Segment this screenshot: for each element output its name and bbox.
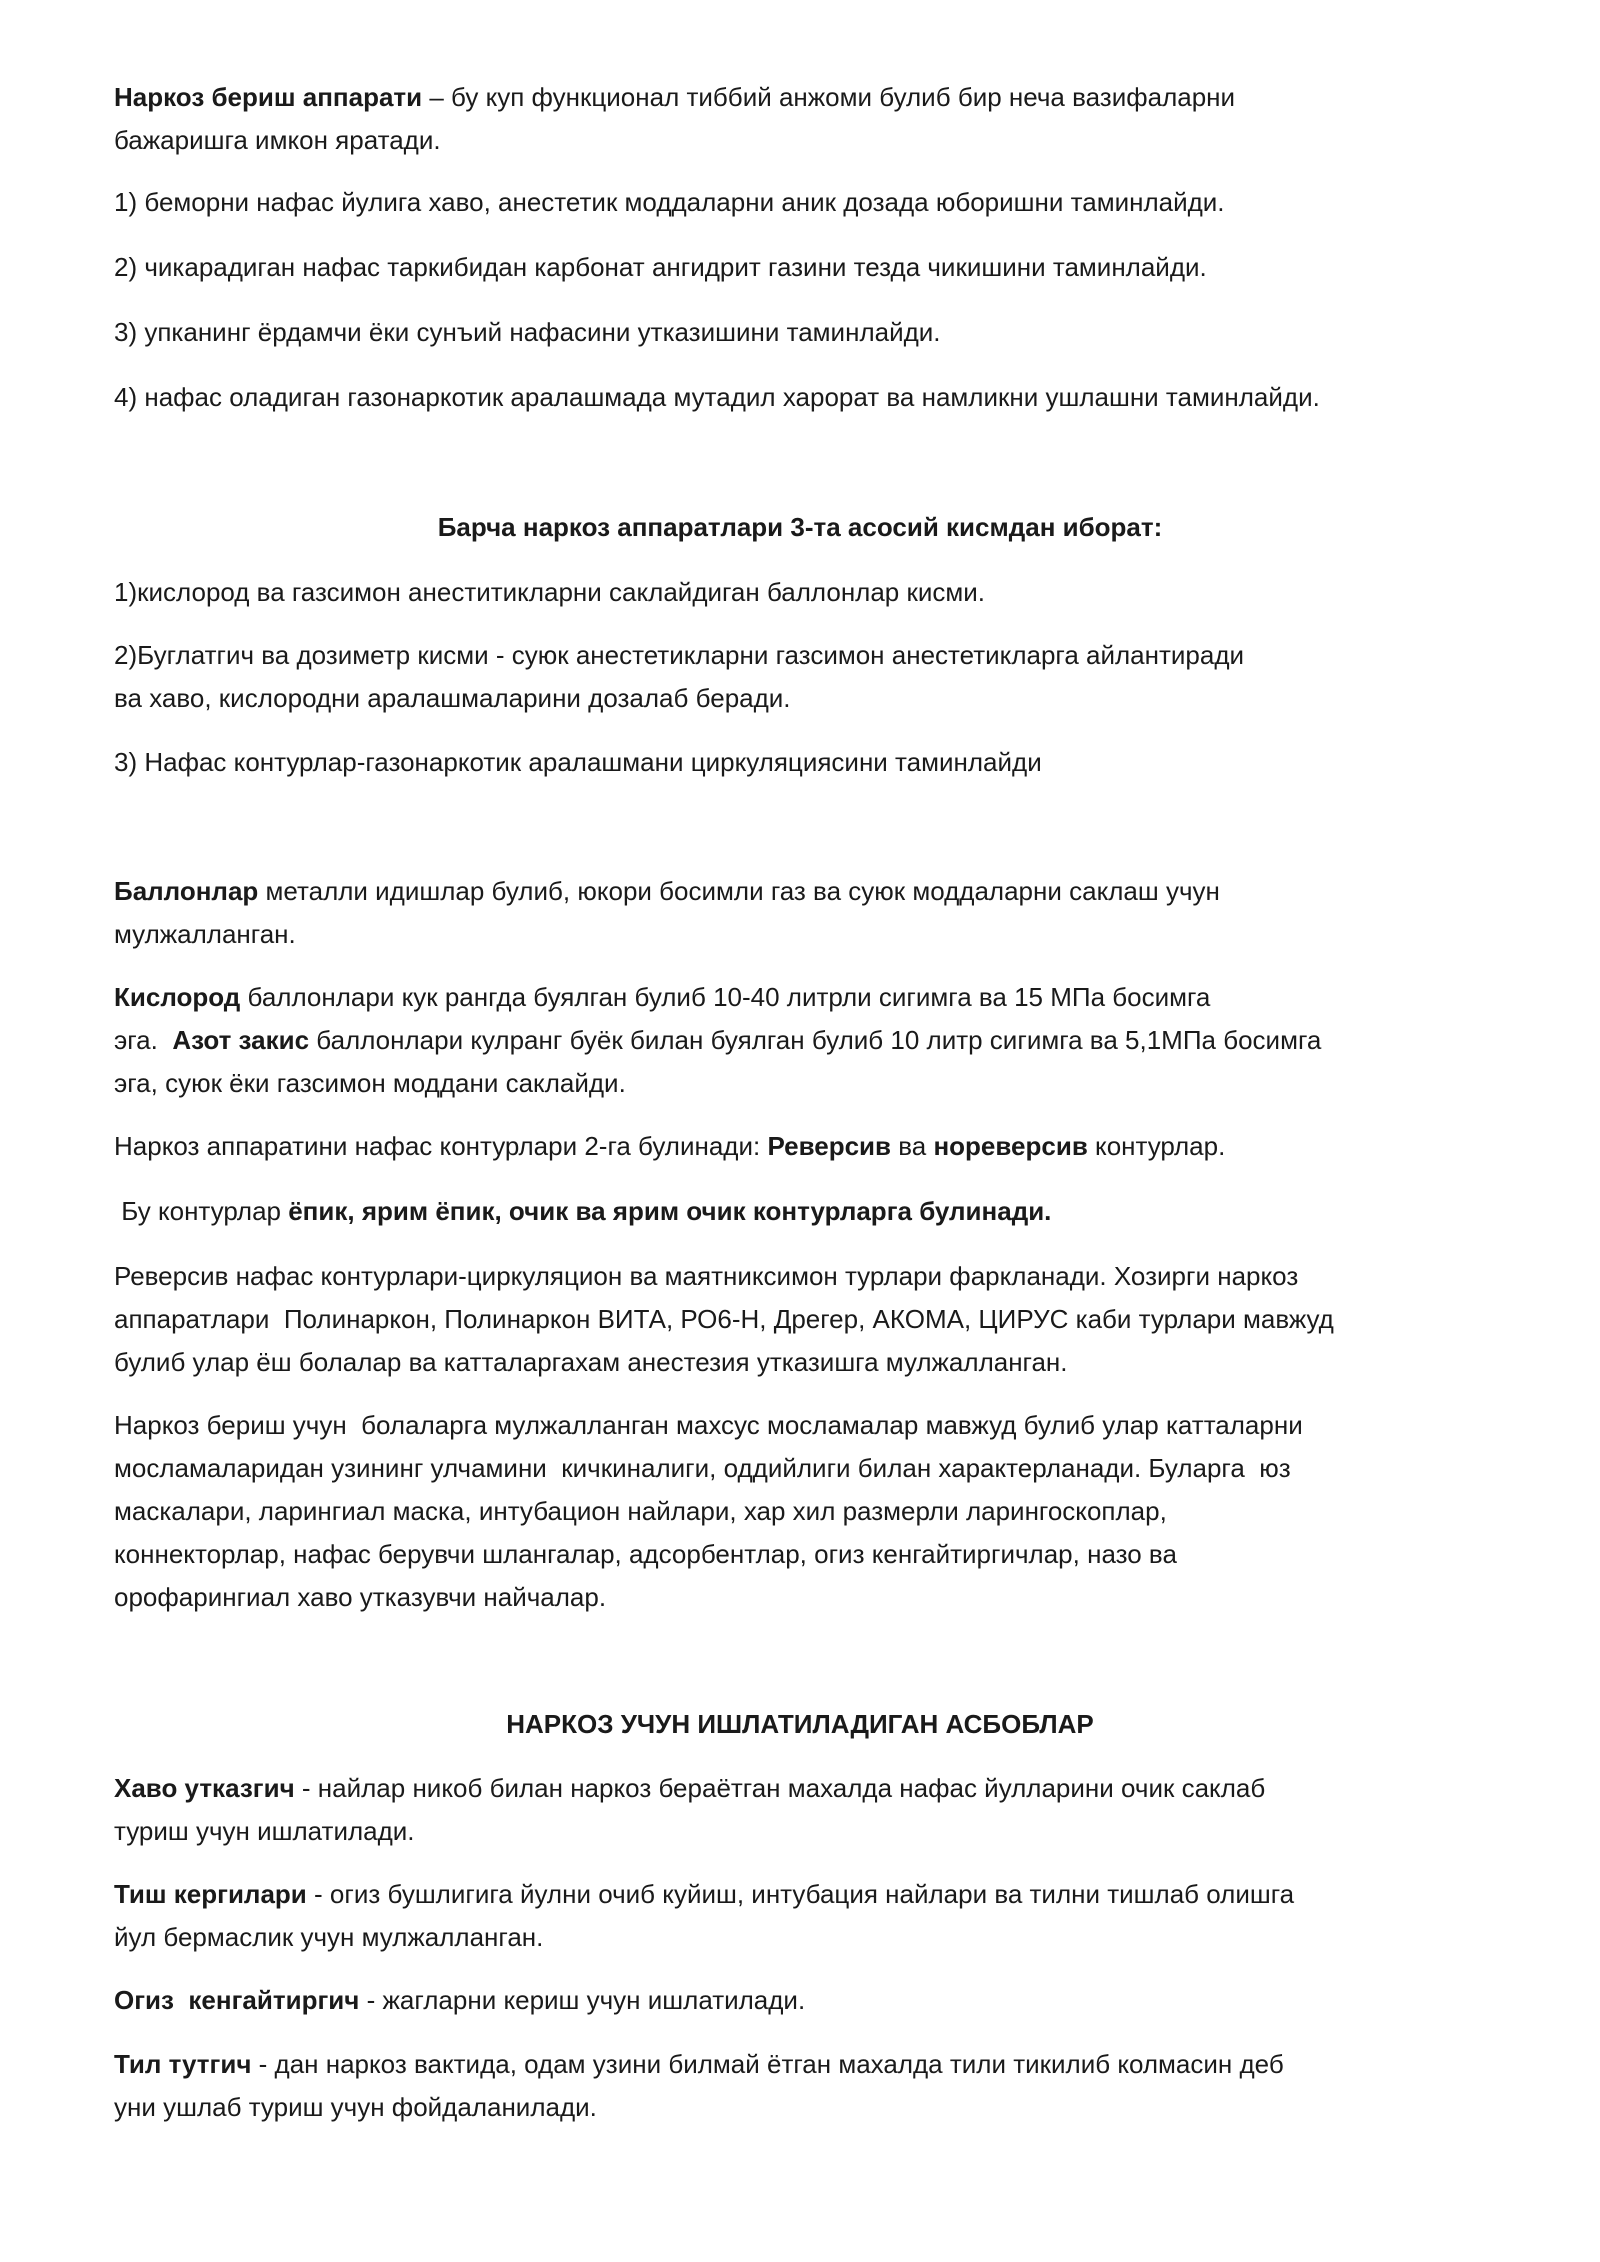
nonreversive-term: нореверсив [933, 1131, 1088, 1161]
oxygen-paragraph [114, 976, 1509, 1105]
tool-bite-term: Тиш кергилари [114, 1879, 307, 1909]
reversive-line1: Реверсив нафас контурлари-циркуляцион ва маятниксимон турлари фаркланади. Хозирги наркоз [114, 1261, 1299, 1291]
pediatric-line1: Наркоз бериш учун болаларга мулжалланган махсус мосламалар мавжуд булиб улар катталарни [114, 1410, 1303, 1440]
tool-mouth [114, 1979, 1509, 2022]
reversive-term: Реверсив [767, 1131, 892, 1161]
reversive-line2: аппаратлари Полинаркон, Полинаркон ВИТА, РО6-Н, Дрегер, АКОМА, ЦИРУС каби турлари мавжуд [114, 1304, 1334, 1334]
nitrous-term: Азот закис [172, 1025, 310, 1055]
tool-bite [114, 1873, 1509, 1959]
tools-heading: НАРКОЗ УЧУН ИШЛАТИЛАДИГАН АСБОБЛАР [506, 1709, 1094, 1739]
tool-mouth-text: - жагларни кериш учун ишлатилади. [359, 1985, 806, 2015]
cylinders-text: металли идишлар булиб, юкори босимли газ ва суюк моддаларни саклаш учун [258, 876, 1220, 906]
pediatric-line5: орофарингиал хаво утказувчи найчалар. [114, 1582, 607, 1612]
function-item-2: 2) чикарадиган нафас таркибидан карбонат ангидрит газини тезда чикишини таминлайди. [114, 252, 1207, 282]
tool-tongue [114, 2043, 1509, 2129]
intro-paragraph [114, 76, 1509, 162]
oxygen-text-3: эга, суюк ёки газсимон моддани саклайди. [114, 1068, 626, 1098]
intro-text: – бу куп функционал тиббий анжоми булиб бир неча вазифаларни [422, 82, 1236, 112]
tool-airway-term: Хаво утказгич [114, 1773, 295, 1803]
oxygen-text: баллонлари кук рангда буялган булиб 10-40 литрли сигимга ва 15 МПа босимга [240, 982, 1211, 1012]
cylinders-term: Баллонлар [114, 876, 259, 906]
part-item-2-line2: ва хаво, кислородни аралашмаларини дозалаб беради. [114, 683, 791, 713]
intro-term: Наркоз бериш аппарати [114, 82, 423, 112]
part-item-2-line1: 2)Буглатгич ва дозиметр кисми - суюк анестетикларни газсимон анестетикларга айлантиради [114, 640, 1245, 670]
intro-text-2: бажаришга имкон яратади. [114, 125, 441, 155]
function-item-1: 1) беморни нафас йулига хаво, анестетик моддаларни аник дозада юборишни таминлайди. [114, 187, 1225, 217]
types-paragraph [114, 1190, 1509, 1233]
nitrous-text: баллонлари кулранг буёк билан буялган булиб 10 литр сигимга ва 5,1МПа босимга [309, 1025, 1322, 1055]
oxygen-term: Кислород [114, 982, 241, 1012]
tool-airway [114, 1767, 1509, 1853]
part-item-2 [114, 634, 1509, 720]
oxygen-text-2: эга. [114, 1025, 173, 1055]
cylinders-text-2: мулжалланган. [114, 919, 296, 949]
part-item-3: 3) Нафас контурлар-газонаркотик аралашмани циркуляциясини таминлайди [114, 747, 1042, 777]
circuits-text: Наркоз аппаратини нафас контурлари 2-га булинади: [114, 1131, 768, 1161]
pediatric-line4: коннекторлар, нафас берувчи шлангалар, адсорбентлар, огиз кенгайтиргичлар, назо ва [114, 1539, 1177, 1569]
reversive-paragraph [114, 1255, 1509, 1384]
circuits-end: контурлар. [1087, 1131, 1226, 1161]
cylinders-paragraph [114, 870, 1509, 956]
function-item-4: 4) нафас оладиган газонаркотик аралашмада мутадил харорат ва намликни ушлашни таминлайди. [114, 382, 1320, 412]
tool-bite-text: - огиз бушлигига йулни очиб куйиш, интубация найлари ва тилни тишлаб олишга [306, 1879, 1295, 1909]
tool-mouth-term: Огиз кенгайтиргич [114, 1985, 360, 2015]
reversive-line3: булиб улар ёш болалар ва катталаргахам анестезия утказишга мулжалланган. [114, 1347, 1068, 1377]
parts-heading: Барча наркоз аппаратлари 3-та асосий кисмдан иборат: [437, 512, 1163, 542]
types-text: Бу контурлар [114, 1196, 289, 1226]
pediatric-line3: маскалари, ларингиал маска, интубацион найлари, хар хил размерли ларингоскоплар, [114, 1496, 1167, 1526]
types-bold: ёпик, ярим ёпик, очик ва ярим очик контурларга булинади. [288, 1196, 1052, 1226]
circuits-and: ва [891, 1131, 934, 1161]
tool-airway-text: - найлар никоб билан наркоз бераётган махалда нафас йулларини очик саклаб [294, 1773, 1266, 1803]
pediatric-paragraph [114, 1404, 1509, 1619]
tool-tongue-term: Тил тутгич [114, 2049, 252, 2079]
tool-tongue-text: - дан наркоз вактида, одам узини билмай ётган махалда тили тикилиб колмасин деб [251, 2049, 1284, 2079]
function-item-3: 3) упканинг ёрдамчи ёки сунъий нафасини утказишини таминлайди. [114, 317, 941, 347]
tool-bite-text-2: йул бермаслик учун мулжалланган. [114, 1922, 544, 1952]
tool-tongue-text-2: уни ушлаб туриш учун фойдаланилади. [114, 2092, 597, 2122]
part-item-1: 1)кислород ва газсимон анеститикларни саклайдиган баллонлар кисми. [114, 577, 986, 607]
tool-airway-text-2: туриш учун ишлатилади. [114, 1816, 415, 1846]
pediatric-line2: мосламаларидан узининг улчамини кичкиналиги, оддийлиги билан характерланади. Буларга юз [114, 1453, 1291, 1483]
circuits-paragraph [114, 1125, 1509, 1168]
